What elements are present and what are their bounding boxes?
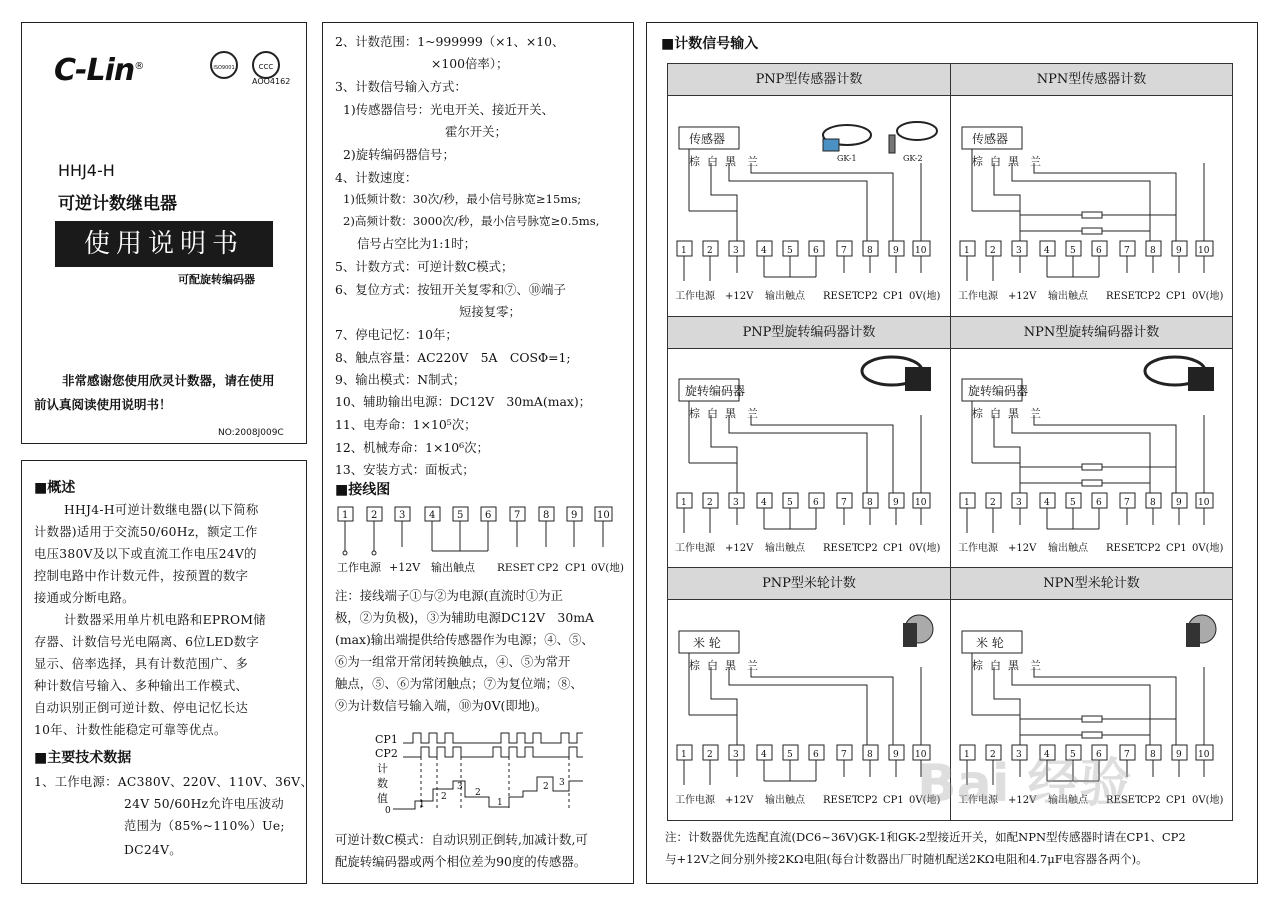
spec-item: 短接复零；	[459, 304, 521, 319]
panel-pnp-wheel: PNP型米轮计数	[667, 567, 951, 821]
note-line: 注：接线端子①与②为电源(直流时①为正	[335, 588, 563, 603]
panel-pnp-sensor: PNP型传感器计数	[667, 63, 951, 317]
note-line: ⑨为计数信号输入端，⑩为0V(即地)。	[335, 698, 548, 713]
thanks-line1: 非常感谢您使用欣灵计数器，请在使用	[62, 373, 275, 388]
svg-text:CP1: CP1	[375, 733, 398, 746]
model-number: HHJ4-H	[58, 161, 115, 180]
mode-line: 可逆计数C模式：自动识别正倒转,加减计数,可	[335, 832, 588, 847]
brand-logo: C-Lin®	[54, 53, 144, 88]
meter-wheel-image	[903, 615, 933, 647]
sensor-gk2-image	[889, 122, 937, 153]
note-line: (max)输出端提供给传感器作为电源；④、⑤、	[335, 632, 594, 647]
spec-item: 2、计数范围：1~999999（×1、×10、	[335, 34, 565, 49]
right-note-line: 注：计数器优先选配直流(DC6~36V)GK-1和GK-2型接近开关，如配NPN型传感器时请在CP1、CP2	[665, 830, 1186, 844]
svg-text:GK-2: GK-2	[903, 154, 923, 163]
svg-text:1: 1	[497, 798, 503, 808]
doc-number: NO:2008J009C	[218, 428, 284, 438]
svg-text:旋转编码器: 旋转编码器	[968, 384, 1029, 398]
note-line: 极，②为负极)，③为辅助电源DC12V 30mA	[335, 610, 594, 625]
overview-line: 种计数信号输入、多种输出工作模式、	[34, 679, 249, 693]
wiring-diagram	[323, 503, 633, 583]
svg-text:2: 2	[475, 788, 481, 798]
spec-item: 1)低频计数：30次/秒，最小信号脉宽≥15ms;	[343, 192, 582, 206]
svg-text:输出触点: 输出触点	[431, 561, 475, 574]
spec-line: DC24V。	[124, 843, 182, 857]
svg-text:1: 1	[342, 510, 349, 521]
spec-item: 3、计数信号输入方式：	[335, 79, 467, 94]
signal-input-panel	[646, 22, 1258, 884]
svg-text:CP1: CP1	[565, 562, 587, 574]
note-line: 触点，⑤、⑥为常闭触点；⑦为复位端；⑧、	[335, 676, 583, 691]
mode-line: 配旋转编码器或两个相位差为90度的传感器。	[335, 854, 587, 869]
svg-text:传感器: 传感器	[972, 132, 1009, 146]
overview-line: 电压380V及以下或直流工作电压24V的	[34, 547, 257, 561]
svg-text:7: 7	[514, 510, 521, 521]
svg-text:5: 5	[457, 510, 464, 521]
panel-npn-sensor: NPN型传感器计数	[950, 63, 1233, 317]
spec-item: 霍尔开关；	[445, 124, 507, 139]
spec-panel	[322, 22, 634, 884]
manual-title: 使用说明书	[55, 221, 273, 267]
svg-text:10: 10	[597, 510, 610, 521]
panel-npn-wheel: NPN型米轮计数	[950, 567, 1233, 821]
spec-item: ×100倍率）；	[431, 56, 509, 71]
overview-line: 计数器采用单片机电路和EPROM储	[64, 613, 266, 627]
right-note-line: 与+12V之间分别外接2KΩ电阻(每台计数器出厂时随机配送2KΩ电阻和4.7μF电容器各两个)。	[665, 852, 1148, 866]
encoder-note: 可配旋转编码器	[178, 273, 255, 286]
svg-text:GK-1: GK-1	[837, 154, 857, 163]
spec-item: 2)高频计数：3000次/秒，最小信号脉宽≥0.5ms,	[343, 214, 600, 228]
spec-item: 6、复位方式：按钮开关复零和⑦、⑩端子	[335, 282, 566, 297]
svg-text:0V(地): 0V(地)	[591, 562, 624, 574]
svg-text:2: 2	[441, 792, 447, 802]
timing-diagram	[323, 725, 633, 817]
panel-diagrams	[667, 63, 1233, 821]
overview-line: 存器、计数信号光电隔离、6位LED数字	[34, 635, 259, 649]
overview-panel	[21, 460, 314, 884]
svg-text:8: 8	[543, 510, 550, 521]
spec-line: 范围为（85%~110%）Ue;	[124, 819, 285, 833]
overview-line: 接通或分断电路。	[34, 591, 135, 605]
panel-pnp-encoder: PNP型旋转编码器计数	[667, 316, 951, 568]
ccc-cert-icon: CCC	[252, 51, 280, 79]
svg-text:3: 3	[559, 778, 565, 788]
spec-item: 10、辅助输出电源：DC12V 30mA(max)；	[335, 394, 592, 409]
svg-text:+12V: +12V	[389, 561, 421, 574]
spec-item: 12、机械寿命：1×10⁶次；	[335, 440, 489, 455]
spec-item: 1)传感器信号：光电开关、接近开关、	[343, 102, 554, 117]
thanks-line2: 前认真阅读使用说明书！	[34, 397, 172, 412]
overview-line: HHJ4-H可逆计数继电器(以下简称	[64, 503, 259, 517]
svg-text:米 轮: 米 轮	[693, 636, 721, 650]
svg-text:2: 2	[543, 782, 549, 792]
spec-item: 信号占空比为1:1时；	[357, 236, 477, 251]
spec-item: 11、电寿命：1×10⁵次；	[335, 417, 477, 432]
spec-item: 7、停电记忆：10年；	[335, 327, 458, 342]
svg-text:米 轮: 米 轮	[976, 636, 1004, 650]
svg-text:CP2: CP2	[537, 562, 559, 574]
svg-text:旋转编码器: 旋转编码器	[685, 384, 746, 398]
svg-text:数: 数	[377, 777, 388, 790]
overview-line: 自动识别正倒可逆计数、停电记忆长达	[34, 701, 249, 715]
watermark: Bai 经验	[917, 754, 1132, 814]
overview-line: 控制电路中作计数元件，按预置的数字	[34, 569, 249, 583]
svg-text:6: 6	[485, 510, 492, 521]
spec-item: 8、触点容量：AC220V 5A COSΦ=1;	[335, 350, 571, 365]
svg-text:3: 3	[457, 782, 463, 792]
svg-text:值: 值	[377, 792, 388, 805]
overview-line: 计数器)适用于交流50/60Hz，额定工作	[34, 525, 258, 539]
sensor-gk1-image	[823, 125, 871, 151]
spec-item: 2)旋转编码器信号；	[343, 147, 455, 162]
svg-text:9: 9	[571, 510, 578, 521]
encoder-image	[862, 357, 931, 391]
spec-title: ■主要技术数据	[34, 750, 132, 766]
panel-npn-encoder: NPN型旋转编码器计数	[950, 316, 1233, 568]
spec-item: 13、安装方式：面板式；	[335, 462, 475, 477]
iso-cert-icon: ISO9001	[210, 51, 238, 79]
encoder-image	[1145, 357, 1214, 391]
product-name: 可逆计数继电器	[58, 194, 177, 214]
note-line: ⑥为一组常开常闭转换触点，④、⑤为常开	[335, 654, 571, 669]
signal-input-title: ■计数信号输入	[661, 36, 759, 52]
spec-item: 5、计数方式：可逆计数C模式；	[335, 259, 514, 274]
svg-text:1: 1	[419, 800, 425, 810]
svg-text:计: 计	[377, 762, 388, 775]
overview-line: 10年、计数性能稳定可靠等优点。	[34, 723, 227, 737]
spec-item: 9、输出模式：N制式；	[335, 372, 466, 387]
wiring-title: ■接线图	[335, 482, 391, 498]
spec-item: 4、计数速度：	[335, 170, 418, 185]
svg-text:工作电源: 工作电源	[337, 561, 381, 574]
svg-text:3: 3	[399, 510, 406, 521]
svg-text:0: 0	[385, 806, 391, 816]
spec-line: 1、工作电源：AC380V、220V、110V、36V、	[34, 775, 314, 789]
spec-line: 24V 50/60Hz允许电压波动	[124, 797, 284, 811]
svg-text:2: 2	[371, 510, 378, 521]
overview-title: ■概述	[34, 480, 76, 496]
svg-text:传感器: 传感器	[689, 132, 726, 146]
overview-line: 显示、倍率选择，具有计数范围广、多	[34, 657, 249, 671]
svg-text:RESET: RESET	[497, 562, 535, 574]
meter-wheel-image	[1186, 615, 1216, 647]
svg-text:4: 4	[429, 510, 436, 521]
svg-text:CP2: CP2	[375, 747, 398, 760]
cover-panel	[21, 22, 307, 444]
cert-code: AOO4162	[252, 77, 291, 86]
